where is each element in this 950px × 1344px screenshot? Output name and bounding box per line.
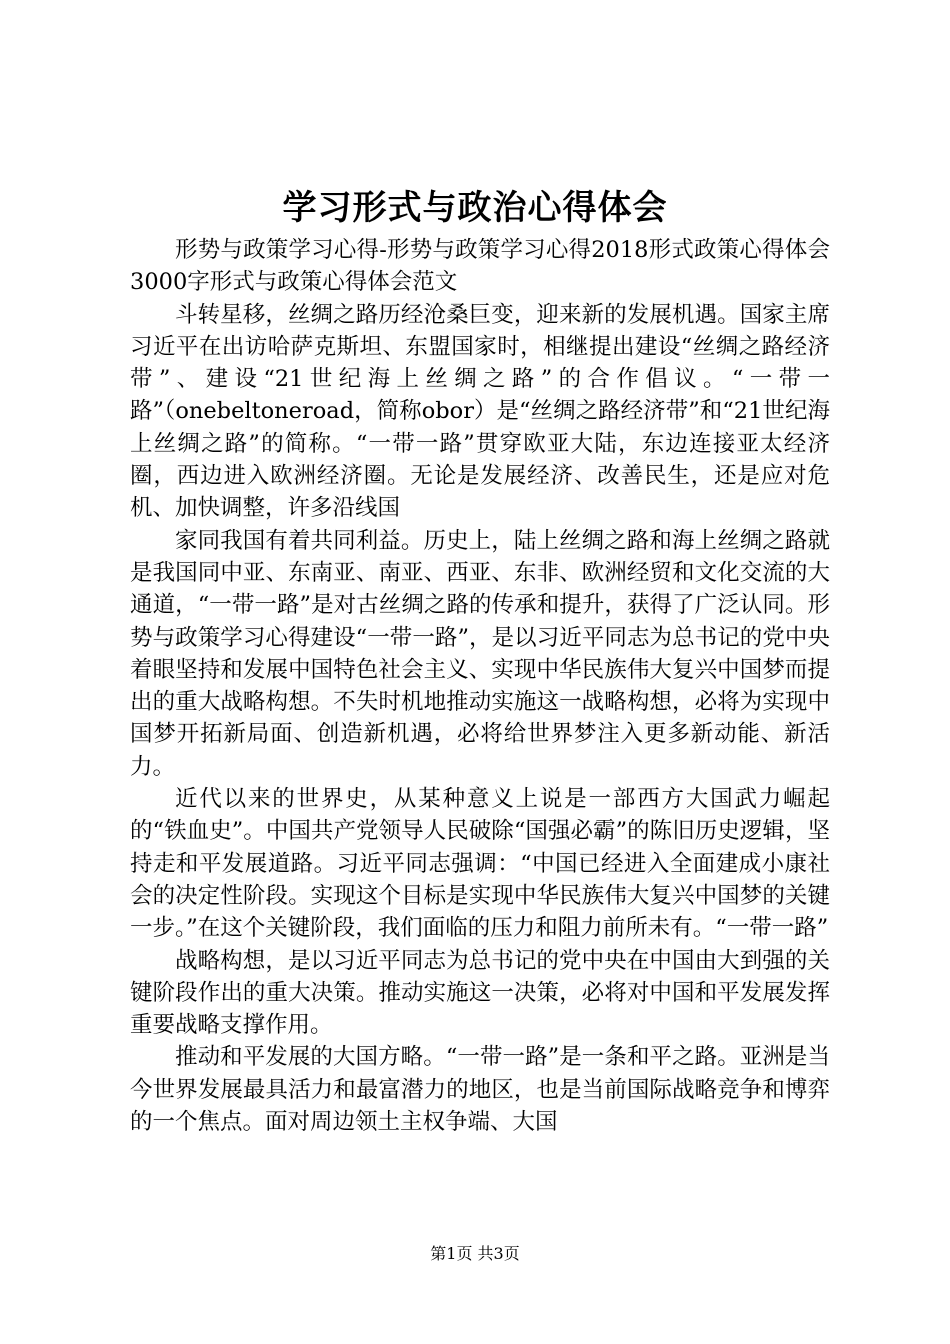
page-number-footer: 第1页 共3页 <box>430 1244 520 1263</box>
paragraph: 近代以来的世界史，从某种意义上说是一部西方大国武力崛起的“铁血史”。中国共产党领导人民破除“国强必霸”的陈旧历史逻辑，坚持走和平发展道路。习近平同志强调：“中国已经进入全面建成小康社会的决定性阶段。实现这个目标是实现中华民族伟大复兴中国梦的关键一步。”在这个关键阶段，我们面临的压力和阻力前所未有。“一带一路” <box>130 786 830 942</box>
paragraph: 形势与政策学习心得-形势与政策学习心得2018形式政策心得体会3000字形式与政策心得体会范文 <box>130 237 830 296</box>
paragraph: 战略构想，是以习近平同志为总书记的党中央在中国由大到强的关键阶段作出的重大决策。推动实施这一决策，必将对中国和平发展发挥重要战略支撑作用。 <box>130 947 830 1039</box>
paragraph: 家同我国有着共同利益。历史上，陆上丝绸之路和海上丝绸之路就是我国同中亚、东南亚、南亚、西亚、东非、欧洲经贸和文化交流的大通道，“一带一路”是对古丝绸之路的传承和提升，获得了广泛认同。形势与政策学习心得建设“一带一路”，是以习近平同志为总书记的党中央着眼坚持和发展中国特色社会主义、实现中华民族伟大复兴中国梦而提出的重大战略构想。不失时机地推动实施这一战略构想，必将为实现中国梦开拓新局面、创造新机遇，必将给世界梦注入更多新动能、新活力。 <box>130 527 830 780</box>
document-body <box>130 234 830 1138</box>
document-title: 学习形式与政治心得体会 <box>282 188 668 228</box>
paragraph: 斗转星移，丝绸之路历经沧桑巨变，迎来新的发展机遇。国家主席习近平在出访哈萨克斯坦、东盟国家时，相继提出建设“丝绸之路经济带”、建设“21世纪海上丝绸之路”的合作倡议。“一带一路”（onebeltoneroad，简称obor）是“丝绸之路经济带”和“21世纪海上丝绸之路”的简称。“一带一路”贯穿欧亚大陆，东边连接亚太经济圈，西边进入欧洲经济圈。无论是发展经济、改善民生，还是应对危机、加快调整，许多沿线国 <box>130 301 830 522</box>
paragraph: 推动和平发展的大国方略。“一带一路”是一条和平之路。亚洲是当今世界发展最具活力和最富潜力的地区，也是当前国际战略竞争和博弈的一个焦点。面对周边领土主权争端、大国 <box>130 1044 830 1136</box>
